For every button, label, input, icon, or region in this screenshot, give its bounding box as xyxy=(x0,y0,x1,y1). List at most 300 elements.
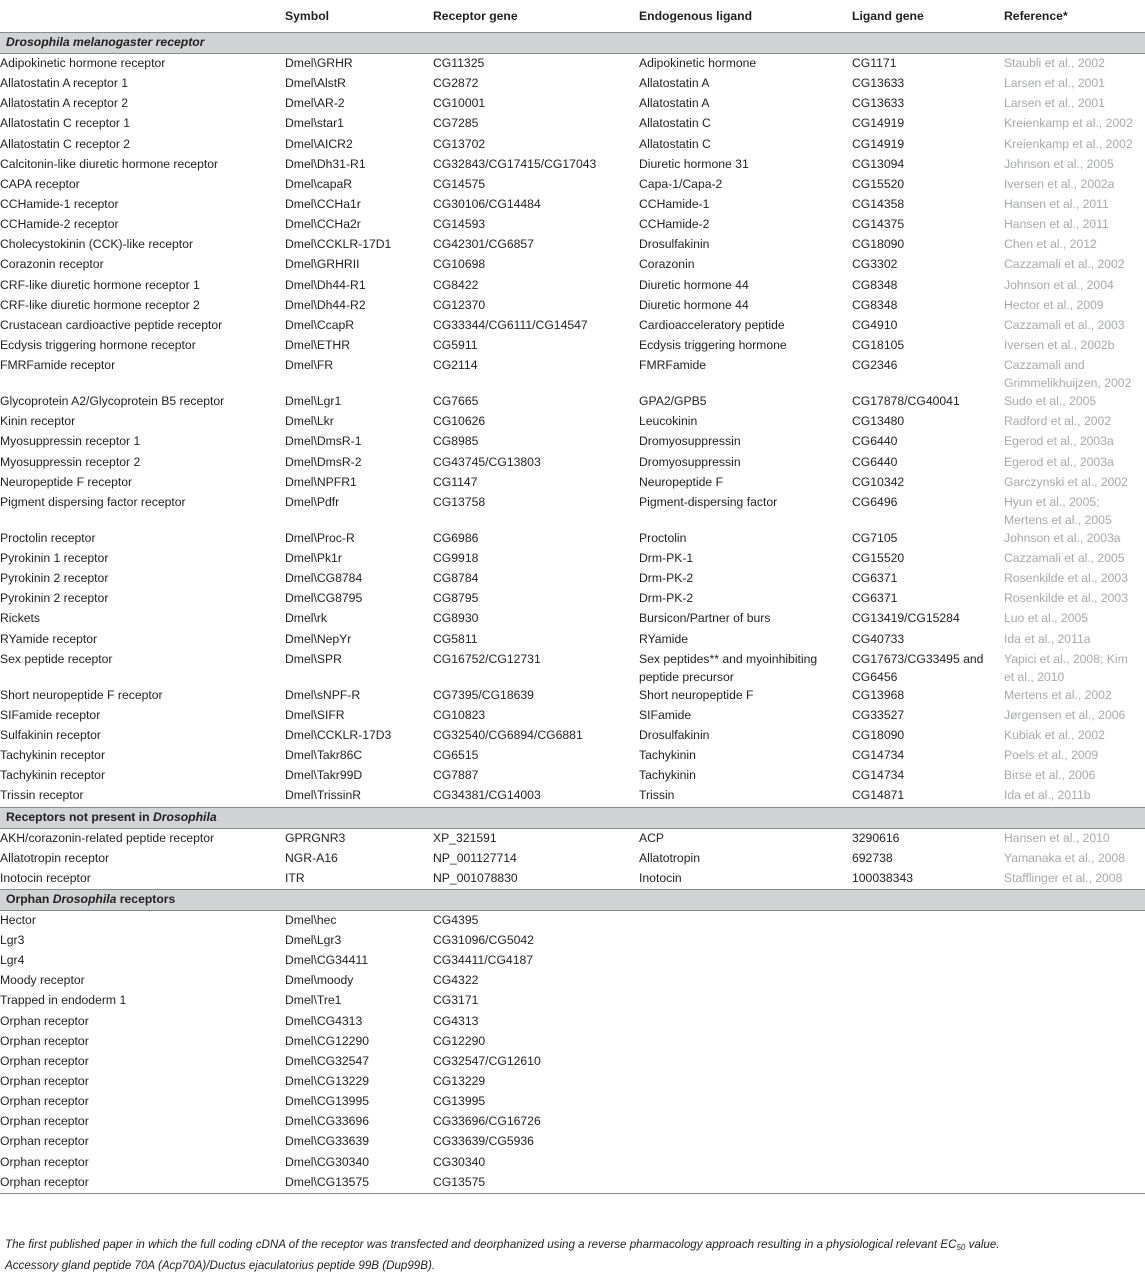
cell-ligand-gene: CG13633 xyxy=(852,96,905,111)
section-header xyxy=(0,33,1145,54)
column-header-ligand-gene: Ligand gene xyxy=(852,9,924,23)
cell-endogenous-ligand: Tachykinin xyxy=(639,748,696,763)
cell-reference: Cazzamali et al., 2005 xyxy=(1004,550,1125,565)
cell-symbol: Dmel\CCHa2r xyxy=(285,217,361,232)
cell-reference: Garczynski et al., 2002 xyxy=(1004,474,1128,489)
cell-reference: Larsen et al., 2001 xyxy=(1004,76,1105,91)
cell-endogenous-ligand: CCHamide-2 xyxy=(639,217,710,232)
table-row xyxy=(0,453,1145,473)
section-header xyxy=(0,889,1145,910)
cell-ligand-gene: CG13419/CG15284 xyxy=(852,611,960,626)
cell-reference xyxy=(1004,1092,1145,1112)
cell-receptor-gene: CG3171 xyxy=(433,993,479,1008)
cell-receptor-name: RYamide receptor xyxy=(0,631,98,646)
cell-endogenous-ligand xyxy=(639,1132,852,1152)
cell-symbol: Dmel\CCHa1r xyxy=(285,196,361,211)
cell-receptor-name: Tachykinin receptor xyxy=(0,768,105,783)
cell-symbol: Dmel\CG13995 xyxy=(285,1094,369,1109)
cell-receptor-name: Proctolin receptor xyxy=(0,530,96,545)
cell-ligand-gene xyxy=(852,910,1004,931)
cell-receptor-gene: CG13758 xyxy=(433,494,486,509)
cell-endogenous-ligand: Trissin xyxy=(639,788,675,803)
cell-ligand-gene: CG14358 xyxy=(852,196,905,211)
cell-ligand-gene: CG14919 xyxy=(852,136,905,151)
cell-symbol: Dmel\CCKLR-17D3 xyxy=(285,727,392,742)
table-row xyxy=(0,726,1145,746)
cell-reference: Rosenkilde et al., 2003 xyxy=(1004,571,1128,586)
table-row xyxy=(0,766,1145,786)
cell-ligand-gene: CG17878/CG40041 xyxy=(852,394,960,409)
cell-ligand-gene xyxy=(852,1112,1004,1132)
cell-receptor-gene: CG10626 xyxy=(433,414,486,429)
table-row xyxy=(0,828,1145,849)
cell-ligand-gene: CG15520 xyxy=(852,176,905,191)
cell-receptor-gene: CG33639/CG5936 xyxy=(433,1134,534,1149)
cell-endogenous-ligand xyxy=(639,910,852,931)
cell-ligand-gene: CG10342 xyxy=(852,474,905,489)
cell-endogenous-ligand: Cardioacceleratory peptide xyxy=(639,317,785,332)
cell-ligand-gene xyxy=(852,951,1004,971)
table-row xyxy=(0,336,1145,356)
cell-endogenous-ligand: SIFamide xyxy=(639,707,692,722)
cell-endogenous-ligand: Allatotropin xyxy=(639,850,700,865)
cell-receptor-name: Lgr3 xyxy=(0,933,25,948)
cell-reference xyxy=(1004,971,1145,991)
cell-symbol: NGR-A16 xyxy=(285,850,338,865)
cell-endogenous-ligand: Ecdysis triggering hormone xyxy=(639,337,787,352)
cell-reference: Mertens et al., 2002 xyxy=(1004,687,1112,702)
cell-reference: Sudo et al., 2005 xyxy=(1004,394,1097,409)
cell-symbol: Dmel\CG34411 xyxy=(285,953,369,968)
cell-receptor-gene: CG6986 xyxy=(433,530,479,545)
cell-receptor-gene: CG30340 xyxy=(433,1154,486,1169)
cell-receptor-name: Allatostatin A receptor 1 xyxy=(0,76,129,91)
cell-ligand-gene: CG40733 xyxy=(852,631,905,646)
cell-ligand-gene xyxy=(852,1132,1004,1152)
table-row xyxy=(0,1092,1145,1112)
cell-symbol: Dmel\TrissinR xyxy=(285,788,362,803)
cell-ligand-gene xyxy=(852,931,1004,951)
table-row xyxy=(0,686,1145,706)
cell-ligand-gene: CG13633 xyxy=(852,76,905,91)
cell-ligand-gene xyxy=(852,971,1004,991)
cell-receptor-name: CCHamide-1 receptor xyxy=(0,196,119,211)
table-row xyxy=(0,589,1145,609)
cell-endogenous-ligand xyxy=(639,1173,852,1194)
table-row xyxy=(0,1072,1145,1092)
cell-reference: Hansen et al., 2010 xyxy=(1004,830,1110,845)
cell-receptor-gene: CG13575 xyxy=(433,1173,639,1194)
cell-reference: Johnson et al., 2005 xyxy=(1004,156,1114,171)
cell-symbol: Dmel\CG8795 xyxy=(285,591,363,606)
cell-reference: Hansen et al., 2011 xyxy=(1004,196,1109,211)
cell-symbol: Dmel\CG4313 xyxy=(285,1013,363,1028)
table-row xyxy=(0,1153,1145,1173)
cell-symbol: Dmel\CG13229 xyxy=(285,1074,369,1089)
cell-receptor-gene: CG5811 xyxy=(433,631,478,646)
cell-reference: Ida et al., 2011a xyxy=(1004,631,1091,646)
section-header xyxy=(0,807,1145,828)
cell-endogenous-ligand xyxy=(639,1153,852,1173)
cell-symbol: GPRGNR3 xyxy=(285,830,346,845)
cell-receptor-gene: CG5911 xyxy=(433,337,478,352)
table-row xyxy=(0,991,1145,1011)
cell-symbol: Dmel\Dh31-R1 xyxy=(285,156,366,171)
cell-receptor-name: Rickets xyxy=(0,611,40,626)
table-row xyxy=(0,609,1145,629)
cell-ligand-gene: CG14734 xyxy=(852,768,905,783)
cell-reference: Yamanaka et al., 2008 xyxy=(1004,850,1126,865)
table-row xyxy=(0,54,1145,75)
cell-symbol: Dmel\sNPF-R xyxy=(285,687,361,702)
cell-receptor-name: Allatostatin C receptor 1 xyxy=(0,116,131,131)
cell-receptor-gene: CG8985 xyxy=(433,434,479,449)
cell-receptor-name: Tachykinin receptor xyxy=(0,748,105,763)
cell-reference: Jørgensen et al., 2006 xyxy=(1004,707,1126,722)
table-footnotes xyxy=(5,1236,1000,1275)
cell-symbol: Dmel\Lgr1 xyxy=(285,394,342,409)
cell-symbol: Dmel\AR-2 xyxy=(285,96,345,111)
cell-symbol: Dmel\DmsR-1 xyxy=(285,434,362,449)
cell-symbol: Dmel\CG13575 xyxy=(285,1173,433,1194)
cell-receptor-name: Pyrokinin 1 receptor xyxy=(0,550,109,565)
cell-symbol: Dmel\GRHRII xyxy=(285,257,360,272)
cell-receptor-name: Lgr4 xyxy=(0,953,25,968)
cell-reference xyxy=(1004,931,1145,951)
cell-receptor-gene: CG14575 xyxy=(433,176,486,191)
cell-symbol: Dmel\Tre1 xyxy=(285,993,342,1008)
cell-receptor-name: Pyrokinin 2 receptor xyxy=(0,571,109,586)
cell-symbol: Dmel\ETHR xyxy=(285,337,351,352)
table-row xyxy=(0,1032,1145,1052)
cell-reference: Cazzamali et al., 2003 xyxy=(1004,317,1125,332)
cell-symbol: Dmel\CG12290 xyxy=(285,1033,369,1048)
cell-receptor-gene: XP_321591 xyxy=(433,830,497,845)
cell-symbol: Dmel\SIFR xyxy=(285,707,345,722)
cell-receptor-gene: CG34381/CG14003 xyxy=(433,788,541,803)
cell-receptor-name: Corazonin receptor xyxy=(0,257,104,272)
cell-receptor-gene: CG12370 xyxy=(433,297,486,312)
cell-symbol: Dmel\rk xyxy=(285,611,327,626)
cell-receptor-name: Allatostatin C receptor 2 xyxy=(0,136,131,151)
cell-reference: Stafflinger et al., 2008 xyxy=(1004,870,1123,885)
cell-receptor-name: FMRFamide receptor xyxy=(0,358,116,373)
cell-ligand-gene: CG14871 xyxy=(852,788,905,803)
cell-ligand-gene: CG17673/CG33495 and CG6456 xyxy=(852,651,984,684)
cell-receptor-gene: CG10001 xyxy=(433,96,486,111)
cell-reference: Egerod et al., 2003a xyxy=(1004,454,1114,469)
cell-receptor-name: Short neuropeptide F receptor xyxy=(0,687,163,702)
cell-endogenous-ligand: Inotocin xyxy=(639,870,682,885)
table-row xyxy=(0,1173,1145,1194)
cell-receptor-gene: NP_001078830 xyxy=(433,870,518,885)
cell-receptor-gene: CG10823 xyxy=(433,707,486,722)
cell-symbol: Dmel\CcapR xyxy=(285,317,355,332)
table-row xyxy=(0,493,1145,529)
cell-receptor-gene: CG13229 xyxy=(433,1074,486,1089)
cell-endogenous-ligand xyxy=(639,991,852,1011)
cell-ligand-gene xyxy=(852,1012,1004,1032)
cell-receptor-name: Allatostatin A receptor 2 xyxy=(0,96,129,111)
cell-receptor-gene: CG31096/CG5042 xyxy=(433,933,534,948)
cell-reference: Larsen et al., 2001 xyxy=(1004,96,1105,111)
cell-endogenous-ligand: Drm-PK-1 xyxy=(639,550,694,565)
cell-ligand-gene: 692738 xyxy=(852,850,893,865)
table-row xyxy=(0,215,1145,235)
cell-receptor-gene: CG7665 xyxy=(433,394,479,409)
cell-endogenous-ligand: Short neuropeptide F xyxy=(639,687,754,702)
cell-endogenous-ligand: Sex peptides** and myoinhibiting peptide precursor xyxy=(639,651,818,684)
cell-symbol: Dmel\NepYr xyxy=(285,631,352,646)
cell-ligand-gene: CG2346 xyxy=(852,358,898,373)
cell-symbol: Dmel\DmsR-2 xyxy=(285,454,362,469)
cell-endogenous-ligand: Dromyosuppressin xyxy=(639,454,741,469)
cell-symbol: Dmel\Takr86C xyxy=(285,748,363,763)
table-row xyxy=(0,175,1145,195)
cell-receptor-gene: CG4395 xyxy=(433,912,479,927)
cell-endogenous-ligand: Drm-PK-2 xyxy=(639,571,694,586)
cell-reference: Kubiak et al., 2002 xyxy=(1004,727,1105,742)
cell-ligand-gene xyxy=(852,1173,1004,1194)
cell-endogenous-ligand: Dromyosuppressin xyxy=(639,434,741,449)
section-title: Receptors not present in Drosophila xyxy=(6,809,217,824)
cell-receptor-gene: CG33344/CG6111/CG14547 xyxy=(433,317,588,332)
cell-endogenous-ligand xyxy=(639,1112,852,1132)
table-row xyxy=(0,195,1145,215)
cell-symbol: Dmel\hec xyxy=(285,912,337,927)
cell-endogenous-ligand: Pigment-dispersing factor xyxy=(639,494,778,509)
cell-reference: Radford et al., 2002 xyxy=(1004,414,1112,429)
footnote-sex-peptides: Accessory gland peptide 70A (Acp70A)/Ductus ejaculatorius peptide 99B (Dup99B). xyxy=(5,1259,436,1272)
cell-endogenous-ligand: Adipokinetic hormone xyxy=(639,56,757,70)
cell-receptor-name: Orphan receptor xyxy=(0,1074,89,1089)
table-row xyxy=(0,432,1145,452)
cell-ligand-gene: CG14919 xyxy=(852,116,905,131)
table-row xyxy=(0,114,1145,134)
cell-receptor-name: Orphan receptor xyxy=(0,1013,89,1028)
cell-symbol: Dmel\CG33696 xyxy=(285,1114,369,1129)
cell-receptor-gene: NP_001127714 xyxy=(433,850,517,865)
cell-symbol: Dmel\AICR2 xyxy=(285,136,353,151)
cell-endogenous-ligand: ACP xyxy=(639,830,665,845)
cell-reference: Kreienkamp et al., 2002 xyxy=(1004,136,1133,151)
cell-symbol: Dmel\capaR xyxy=(285,176,353,191)
table-row xyxy=(0,910,1145,931)
cell-endogenous-ligand: Bursicon/Partner of burs xyxy=(639,611,771,626)
column-header-symbol: Symbol xyxy=(285,9,330,23)
table-row xyxy=(0,971,1145,991)
cell-symbol: Dmel\Lgr3 xyxy=(285,933,342,948)
cell-endogenous-ligand xyxy=(639,1072,852,1092)
cell-reference xyxy=(1004,1112,1145,1132)
cell-reference: Johnson et al., 2004 xyxy=(1004,277,1114,292)
table-row xyxy=(0,746,1145,766)
cell-reference: Cazzamali et al., 2002 xyxy=(1004,257,1125,272)
cell-receptor-name: CAPA receptor xyxy=(0,176,80,191)
cell-endogenous-ligand xyxy=(639,951,852,971)
cell-receptor-gene: CG13702 xyxy=(433,136,486,151)
cell-endogenous-ligand: Diuretic hormone 44 xyxy=(639,297,749,312)
cell-endogenous-ligand xyxy=(639,1052,852,1072)
cell-receptor-name: Glycoprotein A2/Glycoprotein B5 receptor xyxy=(0,394,225,409)
cell-reference: Yapici et al., 2008; Kim et al., 2010 xyxy=(1004,651,1128,684)
cell-endogenous-ligand: Allatostatin A xyxy=(639,76,710,91)
cell-ligand-gene: CG6440 xyxy=(852,434,898,449)
cell-symbol: Dmel\moody xyxy=(285,973,354,988)
cell-reference xyxy=(1004,1153,1145,1173)
cell-receptor-name: Pigment dispersing factor receptor xyxy=(0,494,186,509)
cell-endogenous-ligand: CCHamide-1 xyxy=(639,196,710,211)
cell-ligand-gene: CG8348 xyxy=(852,297,898,312)
cell-endogenous-ligand xyxy=(639,931,852,951)
cell-receptor-name: Myosuppressin receptor 2 xyxy=(0,454,141,469)
cell-symbol: Dmel\Takr99D xyxy=(285,768,363,783)
cell-reference xyxy=(1004,1173,1145,1194)
table-row xyxy=(0,569,1145,589)
cell-ligand-gene: CG6496 xyxy=(852,494,898,509)
cell-receptor-gene: CG10698 xyxy=(433,257,486,272)
cell-endogenous-ligand: FMRFamide xyxy=(639,358,707,373)
cell-endogenous-ligand: Tachykinin xyxy=(639,768,696,783)
table-row xyxy=(0,849,1145,869)
cell-ligand-gene: CG7105 xyxy=(852,530,898,545)
cell-reference: Birse et al., 2006 xyxy=(1004,768,1096,783)
table-row xyxy=(0,529,1145,549)
cell-symbol: Dmel\CG33639 xyxy=(285,1134,369,1149)
cell-symbol: Dmel\GRHR xyxy=(285,56,353,70)
cell-receptor-gene: CG4313 xyxy=(433,1013,479,1028)
column-header-reference: Reference* xyxy=(1004,9,1068,23)
table-row xyxy=(0,786,1145,807)
table-row xyxy=(0,316,1145,336)
table-row xyxy=(0,296,1145,316)
cell-reference: Poels et al., 2009 xyxy=(1004,748,1099,763)
table-row xyxy=(0,235,1145,255)
cell-reference xyxy=(1004,1012,1145,1032)
cell-symbol: Dmel\Proc-R xyxy=(285,530,355,545)
cell-receptor-name: Sulfakinin receptor xyxy=(0,727,101,742)
table-row xyxy=(0,255,1145,275)
cell-ligand-gene: CG6371 xyxy=(852,591,898,606)
cell-endogenous-ligand: Corazonin xyxy=(639,257,695,272)
cell-receptor-gene: CG8422 xyxy=(433,277,479,292)
cell-ligand-gene: CG14375 xyxy=(852,217,905,232)
cell-ligand-gene: CG15520 xyxy=(852,550,905,565)
footnote-reference: The first published paper in which the full coding cDNA of the receptor was transfected and deorphanized using a reverse pharmacology approach resulting in a physiological relevant $EC_{50}$ value. xyxy=(5,1238,1000,1252)
cell-ligand-gene xyxy=(852,1032,1004,1052)
cell-receptor-name: Adipokinetic hormone receptor xyxy=(0,56,166,70)
cell-endogenous-ligand: Diuretic hormone 44 xyxy=(639,277,749,292)
cell-receptor-name: Orphan receptor xyxy=(0,1053,89,1068)
cell-reference: Chen et al., 2012 xyxy=(1004,237,1097,252)
cell-endogenous-ligand: Capa-1/Capa-2 xyxy=(639,176,723,191)
cell-receptor-gene: CG32547/CG12610 xyxy=(433,1053,541,1068)
cell-receptor-gene: CG2114 xyxy=(433,358,478,373)
section-title: Drosophila melanogaster receptor xyxy=(6,35,205,49)
cell-receptor-gene: CG34411/CG4187 xyxy=(433,953,534,968)
cell-receptor-gene: CG8795 xyxy=(433,591,479,606)
cell-endogenous-ligand xyxy=(639,1092,852,1112)
table-row xyxy=(0,706,1145,726)
cell-symbol: Dmel\CCKLR-17D1 xyxy=(285,237,392,252)
cell-ligand-gene xyxy=(852,1153,1004,1173)
cell-receptor-name: Sex peptide receptor xyxy=(0,651,113,666)
cell-ligand-gene: CG14734 xyxy=(852,748,905,763)
cell-ligand-gene: CG1171 xyxy=(852,56,897,70)
cell-symbol: Dmel\CG32547 xyxy=(285,1053,369,1068)
cell-receptor-gene: CG4322 xyxy=(433,973,479,988)
cell-endogenous-ligand: Neuropeptide F xyxy=(639,474,724,489)
cell-receptor-name: Orphan receptor xyxy=(0,1114,89,1129)
cell-endogenous-ligand: Drm-PK-2 xyxy=(639,591,694,606)
cell-endogenous-ligand: Proctolin xyxy=(639,530,687,545)
cell-symbol: Dmel\Dh44-R2 xyxy=(285,297,366,312)
cell-receptor-name: Ecdysis triggering hormone receptor xyxy=(0,337,196,352)
table-row xyxy=(0,549,1145,569)
cell-receptor-name: Myosuppressin receptor 1 xyxy=(0,434,141,449)
cell-receptor-name: Neuropeptide F receptor xyxy=(0,474,133,489)
cell-ligand-gene: CG13480 xyxy=(852,414,905,429)
table-header-row xyxy=(0,0,1145,33)
cell-symbol: Dmel\CG30340 xyxy=(285,1154,369,1169)
cell-reference: Staubli et al., 2002 xyxy=(1004,56,1105,70)
cell-receptor-gene: CG43745/CG13803 xyxy=(433,454,541,469)
cell-reference xyxy=(1004,1132,1145,1152)
cell-reference: Iversen et al., 2002a xyxy=(1004,176,1115,191)
cell-receptor-name: Trissin receptor xyxy=(0,788,84,803)
cell-endogenous-ligand xyxy=(639,971,852,991)
table-row xyxy=(0,94,1145,114)
cell-ligand-gene xyxy=(852,991,1004,1011)
table-row xyxy=(0,869,1145,890)
table-row xyxy=(0,412,1145,432)
cell-receptor-name: Allatotropin receptor xyxy=(0,850,110,865)
table-row xyxy=(0,630,1145,650)
cell-receptor-gene: CG11325 xyxy=(433,56,485,70)
cell-reference xyxy=(1004,1072,1145,1092)
cell-reference: Hector et al., 2009 xyxy=(1004,297,1104,312)
table-row xyxy=(0,650,1145,686)
cell-receptor-name: CCHamide-2 receptor xyxy=(0,217,119,232)
table-row xyxy=(0,356,1145,392)
cell-reference: Iversen et al., 2002b xyxy=(1004,337,1115,352)
table-row xyxy=(0,155,1145,175)
cell-receptor-gene: CG13995 xyxy=(433,1094,486,1109)
cell-receptor-gene: CG6515 xyxy=(433,748,479,763)
cell-reference xyxy=(1004,991,1145,1011)
cell-reference: Rosenkilde et al., 2003 xyxy=(1004,591,1128,606)
cell-receptor-gene: CG30106/CG14484 xyxy=(433,196,541,211)
cell-symbol: Dmel\AlstR xyxy=(285,76,346,91)
cell-receptor-gene: CG2872 xyxy=(433,76,479,91)
cell-receptor-name: Crustacean cardioactive peptide receptor xyxy=(0,317,223,332)
cell-ligand-gene: CG13094 xyxy=(852,156,905,171)
cell-receptor-name: Pyrokinin 2 receptor xyxy=(0,591,109,606)
cell-ligand-gene: CG18090 xyxy=(852,237,905,252)
cell-ligand-gene xyxy=(852,1052,1004,1072)
cell-reference: Johnson et al., 2003a xyxy=(1004,530,1121,545)
cell-receptor-gene: CG7285 xyxy=(433,116,479,131)
column-header-endogenous-ligand: Endogenous ligand xyxy=(639,9,753,23)
cell-endogenous-ligand: Allatostatin A xyxy=(639,96,710,111)
cell-receptor-name: CRF-like diuretic hormone receptor 1 xyxy=(0,277,200,292)
cell-reference xyxy=(1004,951,1145,971)
cell-endogenous-ligand: GPA2/GPB5 xyxy=(639,394,707,409)
cell-symbol: Dmel\Pk1r xyxy=(285,550,342,565)
cell-reference: Kreienkamp et al., 2002 xyxy=(1004,116,1133,131)
table-row xyxy=(0,1012,1145,1032)
cell-receptor-name: Orphan receptor xyxy=(0,1134,89,1149)
